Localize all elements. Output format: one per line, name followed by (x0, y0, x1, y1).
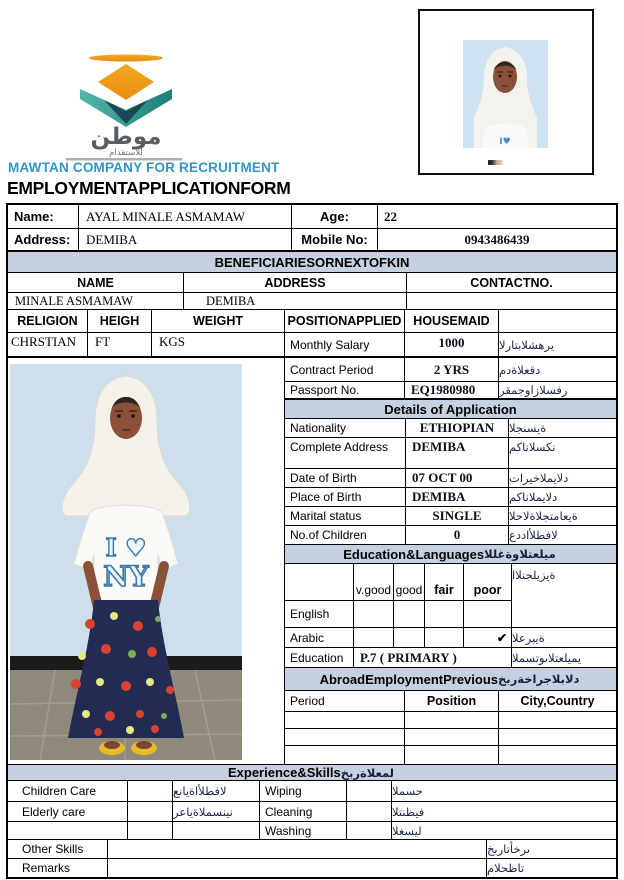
marital-status-label: Marital status (285, 507, 406, 525)
arabic-good-cell (394, 628, 425, 648)
nationality-value: ETHIOPIAN (406, 419, 509, 437)
children-arabic: لافطلأاددع (509, 528, 558, 542)
washing-input-cell (347, 822, 392, 839)
experience-header-row (8, 764, 616, 781)
contract-period-value: 2 YRS (405, 358, 499, 381)
date-of-birth-value: 07 OCT 00 (406, 469, 509, 487)
right-data-column (285, 333, 616, 764)
mobile-value: 0943486439 (464, 231, 530, 247)
washing-arabic: ليسغلا (392, 823, 422, 838)
education-title-arabic: ميلعتلاوةغللا (484, 547, 556, 561)
mobile-label: Mobile No: (292, 229, 378, 250)
beneficiaries-data-row (8, 293, 616, 310)
cleaning-input-cell (347, 802, 392, 821)
cleaning-arabic: فيظنتلا (392, 804, 425, 819)
name-value: AYAL MINALE ASMAMAW (79, 205, 292, 228)
abroad-empty-row-3 (285, 746, 616, 764)
religion-header-row (8, 310, 616, 333)
abroad-empty-row-2 (285, 729, 616, 746)
contract-period-arabic: دقعلاةدم (499, 362, 541, 377)
passport-label: Passport No. (285, 382, 405, 398)
applicant-headshot-frame (418, 9, 594, 175)
experience-title: Experience&Skills (227, 765, 341, 780)
english-row-label: English (285, 601, 354, 628)
name-label: Name: (8, 205, 79, 228)
remarks-row (8, 859, 616, 877)
complete-address-label: Complete Address (285, 438, 406, 468)
detail-row-place-of-birth (285, 488, 616, 507)
skills-row3-input-cell (128, 822, 173, 839)
wiping-input-cell (347, 781, 392, 801)
name-age-row (8, 205, 616, 229)
age-label: Age: (292, 205, 378, 228)
children-label: No.of Children (285, 526, 406, 544)
level-fair: fair (425, 564, 464, 601)
detail-row-marital-status (285, 507, 616, 526)
english-poor-cell (464, 601, 512, 628)
arabic-fair-cell (425, 628, 464, 648)
abroad-title: AbroadEmploymentPrevious (319, 671, 499, 687)
english-vgood-cell (354, 601, 394, 628)
washing-label: Washing (260, 822, 347, 839)
position-extra-cell (499, 310, 616, 332)
nationality-label: Nationality (285, 419, 406, 437)
other-skills-row (8, 840, 616, 859)
education-row-label: Education (285, 648, 354, 668)
wiping-label: Wiping (260, 781, 347, 801)
logo-diamond (98, 64, 154, 100)
level-vgood: v.good (354, 564, 394, 601)
lang-corner-cell (285, 564, 354, 601)
contract-period-label: Contract Period (285, 358, 405, 381)
abroad-title-arabic: دلابلاجراخةربخ (498, 672, 580, 686)
page-title: EMPLOYMENTAPPLICATIONFORM (7, 178, 291, 198)
passport-row (285, 382, 616, 400)
children-care-input-cell (128, 781, 173, 801)
abroad-city-cell-3 (499, 746, 616, 764)
religion-label: RELIGION (8, 310, 88, 332)
place-of-birth-label: Place of Birth (285, 488, 406, 506)
skills-row3-left-label (8, 822, 128, 839)
abroad-empty-row-1 (285, 712, 616, 729)
english-good-cell (394, 601, 425, 628)
abroad-city-cell-2 (499, 729, 616, 745)
date-of-birth-label: Date of Birth (285, 469, 406, 487)
beneficiary-contact (407, 293, 616, 309)
monthly-salary-label: Monthly Salary (285, 333, 405, 356)
shirt-text-bottom: NY (103, 560, 149, 593)
monthly-salary-value: 1000 (405, 333, 499, 356)
level-poor: poor (464, 564, 512, 601)
education-arabic: يميلعتلاىوتسملا (512, 651, 582, 665)
skills-row-2 (8, 802, 616, 822)
position-value: HOUSEMAID (405, 310, 499, 332)
heigh-value: FT (88, 333, 152, 356)
abroad-col-period: Period (285, 691, 405, 711)
remarks-input-cell (108, 859, 487, 877)
abroad-city-cell-1 (499, 712, 616, 728)
detail-row-date-of-birth (285, 469, 616, 488)
beneficiaries-col-address: ADDRESS (184, 273, 407, 292)
experience-title-cell (8, 765, 616, 780)
passport-value: EQ1980980 (405, 382, 499, 398)
beneficiaries-col-name: NAME (8, 273, 184, 292)
elderly-care-input-cell (128, 802, 173, 821)
marital-status-arabic: ةيعامتجلاةلاحلا (509, 509, 578, 523)
beneficiaries-title: BENEFICIARIESORNEXTOFKIN (8, 252, 616, 272)
date-of-birth-arabic: دلايملاخيرات (509, 471, 569, 485)
education-title: Education&Languages (343, 546, 485, 562)
elderly-care-arabic: نينسملاةياعر (173, 802, 260, 821)
details-header-row (285, 400, 616, 419)
beneficiaries-col-contact: CONTACTNO. (470, 275, 553, 290)
abroad-col-city: City,Country (520, 694, 595, 708)
wiping-arabic: حسملا (392, 784, 423, 798)
language-skills-table (285, 564, 616, 668)
english-arabic-label: ةيزيلجنلاا (512, 564, 616, 628)
contract-period-row (285, 358, 616, 382)
beneficiary-address: DEMIBA (184, 293, 407, 309)
logo-tagline-arabic: للاستقدام (109, 148, 143, 158)
skills-row-3 (8, 822, 616, 840)
arabic-vgood-cell (354, 628, 394, 648)
other-skills-arabic: ىرخأتاربخ (487, 842, 531, 856)
beneficiaries-header-row (8, 252, 616, 273)
education-header-row (285, 545, 616, 564)
cleaning-label: Cleaning (260, 802, 347, 821)
abroad-position-cell-1 (405, 712, 499, 728)
address-label: Address: (8, 229, 79, 250)
skills-row3-left-arabic (173, 822, 260, 839)
elderly-care-label: Elderly care (8, 802, 128, 821)
applicant-headshot-photo (463, 40, 548, 148)
middle-split-section (8, 333, 616, 764)
abroad-position-cell-2 (405, 729, 499, 745)
skills-row-1 (8, 781, 616, 802)
remarks-arabic: تاظحلام (487, 861, 525, 875)
children-care-label: Children Care (8, 781, 128, 801)
age-value: 22 (384, 208, 397, 224)
complete-address-value: DEMIBA (406, 438, 509, 468)
marital-status-value: SINGLE (406, 507, 509, 525)
arabic-row-label: Arabic (285, 628, 354, 648)
abroad-position-cell-3 (405, 746, 499, 764)
abroad-period-cell-2 (285, 729, 405, 745)
weight-label: WEIGHT (152, 310, 285, 332)
abroad-period-cell-3 (285, 746, 405, 764)
level-good: good (394, 564, 425, 601)
checkmark-icon: ✔ (464, 628, 512, 648)
religion-value: CHRSTIAN (8, 333, 88, 356)
company-logo (48, 53, 198, 161)
passport-arabic: رفسلازاوجمقر (499, 383, 568, 397)
address-value: DEMIBA (79, 229, 292, 250)
other-skills-label: Other Skills (8, 840, 108, 858)
logo-top-bar (89, 55, 163, 62)
other-skills-input-cell (108, 840, 487, 858)
place-of-birth-value: DEMIBA (406, 488, 509, 506)
abroad-columns-row (285, 691, 616, 712)
place-of-birth-arabic: دلايملاناكم (509, 490, 558, 504)
full-body-photo (10, 364, 242, 760)
detail-row-children (285, 526, 616, 545)
experience-title-arabic: لمعلاةربخ (340, 765, 394, 780)
headshot-shirt-text: I♥ (499, 137, 511, 147)
children-care-arabic: لافطلأاةيانع (173, 781, 260, 801)
shirt-text-top: I ♥ (105, 533, 147, 562)
weight-value: KGS (159, 334, 186, 349)
heigh-label: HEIGH (88, 310, 152, 332)
detail-row-complete-address (285, 438, 616, 469)
complete-address-arabic: نكسلاناكم (509, 440, 556, 454)
address-mobile-row (8, 229, 616, 252)
religion-data-row (8, 333, 284, 358)
photo-smudge (488, 160, 503, 165)
company-name: MAWTAN COMPANY FOR RECRUITMENT (8, 160, 280, 175)
monthly-salary-arabic: يرهشلابتارلا (499, 337, 555, 352)
abroad-period-cell-1 (285, 712, 405, 728)
abroad-col-position: Position (405, 691, 499, 711)
left-photo-column (8, 333, 285, 764)
arabic-arabic-label: ةيبرعلا (512, 628, 616, 648)
remarks-label: Remarks (8, 859, 108, 877)
position-applied-label: POSITIONAPPLIED (285, 310, 405, 332)
education-value: P.7 ( PRIMARY ) (354, 648, 512, 668)
children-value: 0 (406, 526, 509, 544)
beneficiary-name: MINALE ASMAMAW (8, 293, 184, 309)
full-body-photo-cell (8, 358, 284, 764)
detail-row-nationality (285, 419, 616, 438)
beneficiaries-columns-row (8, 273, 616, 293)
monthly-salary-row (285, 333, 616, 358)
english-fair-cell (425, 601, 464, 628)
details-title: Details of Application (285, 400, 616, 418)
abroad-title-cell (285, 668, 616, 690)
logo-name-arabic: موطن (90, 124, 162, 150)
abroad-header-row (285, 668, 616, 691)
nationality-arabic: ةيسنجلا (509, 421, 547, 435)
application-form-table (6, 203, 618, 879)
education-title-cell (285, 545, 616, 563)
